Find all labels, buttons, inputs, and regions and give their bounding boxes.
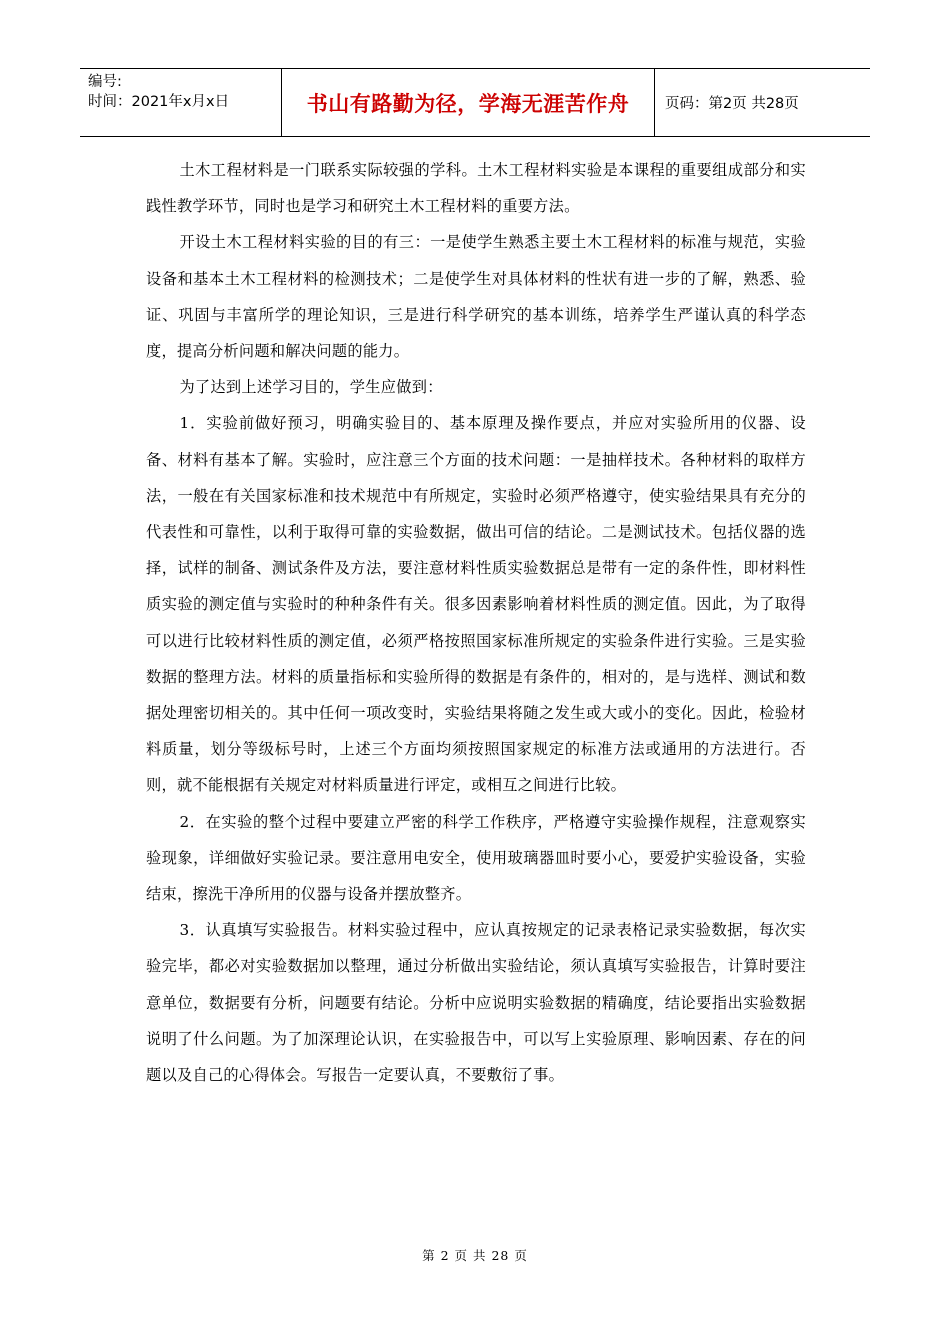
paragraph-item-2: 2．在实验的整个过程中要建立严密的科学工作秩序，严格遵守实验操作规程，注意观察实验现象，详细做好实验记录。要注意用电安全，使用玻璃器皿时要小心，要爱护实验设备，实验结束，擦洗干净所用的仪器与设备并摆放整齐。 xyxy=(146,812,806,904)
serial-number-label: 编号: xyxy=(88,74,122,90)
page-footer: 第 2 页 共 28 页 xyxy=(422,1248,528,1263)
paragraph-item-3: 3．认真填写实验报告。材料实验过程中，应认真按规定的记录表格记录实验数据，每次实验完毕，都必对实验数据加以整理，通过分析做出实验结论，须认真填写实验报告，计算时要注意单位，数据要有分析，问题要有结论。分析中应说明实验数据的精确度，结论要指出实验数据说明了什么问题。为了加深理论认识，在实验报告中，可以写上实验原理、影响因素、存在的问题以及自己的心得体会。写报告一定要认真，不要敷衍了事。 xyxy=(146,921,806,1085)
page-header xyxy=(80,68,870,137)
header-page-info: 页码：第2页 共28页 xyxy=(665,96,799,112)
paragraph-requirements-lead: 为了达到上述学习目的，学生应做到： xyxy=(179,378,443,397)
date-label: 时间：2021年x月x日 xyxy=(88,94,230,110)
document-body xyxy=(146,152,806,1093)
header-motto: 书山有路勤为径，学海无涯苦作舟 xyxy=(282,69,655,136)
paragraph-intro: 土木工程材料是一门联系实际较强的学科。土木工程材料实验是本课程的重要组成部分和实践性教学环节，同时也是学习和研究土木工程材料的重要方法。 xyxy=(146,161,806,216)
header-meta xyxy=(80,69,282,136)
paragraph-item-1: 1．实验前做好预习，明确实验目的、基本原理及操作要点，并应对实验所用的仪器、设备、材料有基本了解。实验时，应注意三个方面的技术问题：一是抽样技术。各种材料的取样方法，一般在有关国家标准和技术规范中有所规定，实验时必须严格遵守，使实验结果具有充分的代表性和可靠性，以利于取得可靠的实验数据，做出可信的结论。二是测试技术。包括仪器的选择，试样的制备、测试条件及方法，要注意材料性质实验数据总是带有一定的条件性，即材料性质实验的测定值与实验时的种种条件有关。很多因素影响着材料性质的测定值。因此，为了取得可以进行比较材料性质的测定值，必须严格按照国家标准所规定的实验条件进行实验。三是实验数据的整理方法。材料的质量指标和实验所得的数据是有条件的，相对的，是与选样、测试和数据处理密切相关的。其中任何一项改变时，实验结果将随之发生或大或小的变化。因此，检验材料质量，划分等级标号时，上述三个方面均须按照国家规定的标准方法或通用的方法进行。否则，就不能根据有关规定对材料质量进行评定，或相互之间进行比较。 xyxy=(146,414,806,795)
paragraph-purpose: 开设土木工程材料实验的目的有三：一是使学生熟悉主要土木工程材料的标准与规范，实验设备和基本土木工程材料的检测技术；二是使学生对具体材料的性状有进一步的了解，熟悉、验证、巩固与丰富所学的理论知识，三是进行科学研究的基本训练，培养学生严谨认真的科学态度，提高分析问题和解决问题的能力。 xyxy=(146,233,806,361)
